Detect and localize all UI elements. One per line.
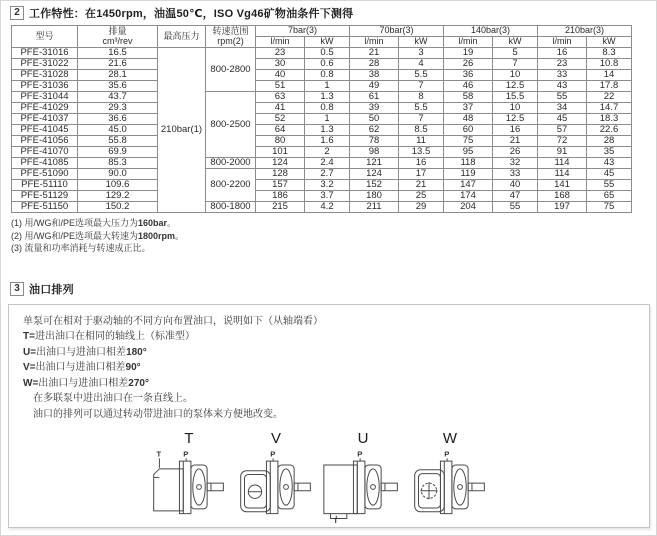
subheader-flow: l/min <box>350 37 399 48</box>
svg-text:P: P <box>357 449 363 459</box>
model-cell: PFE-41085 <box>12 158 78 169</box>
flow-value-cell: 141 <box>538 180 587 191</box>
power-value-cell: 16 <box>493 125 538 136</box>
flow-value-cell: 168 <box>538 191 587 202</box>
power-value-cell: 22.6 <box>587 125 632 136</box>
col-header-70bar: 70bar(3) <box>350 26 444 37</box>
flow-value-cell: 34 <box>538 103 587 114</box>
section3-heading <box>10 281 656 297</box>
power-value-cell: 7 <box>399 81 444 92</box>
power-value-cell: 16 <box>399 158 444 169</box>
pump-drawing-t-icon <box>147 447 231 525</box>
speed-range-cell: 800-2800 <box>206 48 256 92</box>
displacement-cell: 45.0 <box>78 125 158 136</box>
power-value-cell: 1.3 <box>305 125 350 136</box>
flow-value-cell: 19 <box>444 48 493 59</box>
power-value-cell: 2.4 <box>305 158 350 169</box>
port-intro: 单泵可在相对于驱动轴的不同方向布置油口，说明如下（从轴端看） <box>23 315 323 327</box>
power-value-cell: 17 <box>399 169 444 180</box>
flow-value-cell: 152 <box>350 180 399 191</box>
power-value-cell: 26 <box>493 147 538 158</box>
flow-value-cell: 43 <box>538 81 587 92</box>
power-value-cell: 2 <box>305 147 350 158</box>
svg-text:P: P <box>183 449 189 459</box>
flow-value-cell: 128 <box>256 169 305 180</box>
power-value-cell: 15.5 <box>493 92 538 103</box>
port-item-v: V=出油口与进油口相差90° <box>23 362 141 373</box>
model-cell: PFE-31022 <box>12 59 78 70</box>
displacement-cell: 36.6 <box>78 114 158 125</box>
pump-diagram-t <box>147 430 231 525</box>
subheader-power: kW <box>493 37 538 48</box>
model-cell: PFE-51090 <box>12 169 78 180</box>
power-value-cell: 10.8 <box>587 59 632 70</box>
section2-heading <box>10 5 656 21</box>
footnote-2: (2) 用/WG和/PE选项最大转速为1800rpm。 <box>11 230 185 241</box>
model-cell: PFE-41029 <box>12 103 78 114</box>
speed-range-cell: 800-1800 <box>206 202 256 213</box>
flow-value-cell: 57 <box>538 125 587 136</box>
power-value-cell: 65 <box>587 191 632 202</box>
flow-value-cell: 60 <box>444 125 493 136</box>
displacement-cell: 29.3 <box>78 103 158 114</box>
flow-value-cell: 38 <box>350 70 399 81</box>
flow-value-cell: 64 <box>256 125 305 136</box>
power-value-cell: 12.5 <box>493 81 538 92</box>
table-row <box>12 59 632 70</box>
model-cell: PFE-51150 <box>12 202 78 213</box>
flow-value-cell: 211 <box>350 202 399 213</box>
col-header-max-pressure: 最高压力 <box>158 26 206 48</box>
flow-value-cell: 101 <box>256 147 305 158</box>
power-value-cell: 17.8 <box>587 81 632 92</box>
power-value-cell: 5.5 <box>399 103 444 114</box>
flow-value-cell: 46 <box>444 81 493 92</box>
flow-value-cell: 28 <box>350 59 399 70</box>
flow-value-cell: 23 <box>256 48 305 59</box>
section3-number-box: 3 <box>10 282 24 296</box>
flow-value-cell: 80 <box>256 136 305 147</box>
port-arrangement-box <box>8 304 650 528</box>
flow-value-cell: 41 <box>256 103 305 114</box>
power-value-cell: 55 <box>587 180 632 191</box>
power-value-cell: 1.3 <box>305 92 350 103</box>
section2-number-box: 2 <box>10 6 24 20</box>
power-value-cell: 47 <box>493 191 538 202</box>
flow-value-cell: 174 <box>444 191 493 202</box>
diagram-label: U <box>357 430 369 447</box>
flow-value-cell: 40 <box>256 70 305 81</box>
flow-value-cell: 72 <box>538 136 587 147</box>
power-value-cell: 4 <box>399 59 444 70</box>
diagram-label: V <box>270 430 281 447</box>
power-value-cell: 5.5 <box>399 70 444 81</box>
displacement-cell: 85.3 <box>78 158 158 169</box>
power-value-cell: 2.7 <box>305 169 350 180</box>
flow-value-cell: 197 <box>538 202 587 213</box>
power-value-cell: 3.7 <box>305 191 350 202</box>
power-value-cell: 14.7 <box>587 103 632 114</box>
flow-value-cell: 157 <box>256 180 305 191</box>
power-value-cell: 1.6 <box>305 136 350 147</box>
flow-value-cell: 30 <box>256 59 305 70</box>
power-value-cell: 0.8 <box>305 70 350 81</box>
flow-value-cell: 62 <box>350 125 399 136</box>
diagram-label: W <box>442 430 458 447</box>
flow-value-cell: 119 <box>444 169 493 180</box>
flow-value-cell: 118 <box>444 158 493 169</box>
section3-title: 油口排列 <box>29 283 74 296</box>
power-value-cell: 8 <box>399 92 444 103</box>
port-note-2: 油口的排列可以通过转动带进油口的泵体来方便地改变。 <box>33 408 283 420</box>
flow-value-cell: 91 <box>538 147 587 158</box>
pump-drawing-w-icon <box>408 447 492 525</box>
power-value-cell: 22 <box>587 92 632 103</box>
power-value-cell: 28 <box>587 136 632 147</box>
displacement-cell: 21.6 <box>78 59 158 70</box>
displacement-cell: 90.0 <box>78 169 158 180</box>
flow-value-cell: 186 <box>256 191 305 202</box>
flow-value-cell: 78 <box>350 136 399 147</box>
power-value-cell: 8.3 <box>587 48 632 59</box>
flow-value-cell: 114 <box>538 169 587 180</box>
flow-value-cell: 204 <box>444 202 493 213</box>
model-cell: PFE-41045 <box>12 125 78 136</box>
power-value-cell: 75 <box>587 202 632 213</box>
displacement-cell: 150.2 <box>78 202 158 213</box>
power-value-cell: 14 <box>587 70 632 81</box>
table-row <box>12 169 632 180</box>
diagram-label: T <box>184 430 194 447</box>
spec-table <box>11 25 632 213</box>
power-value-cell: 0.5 <box>305 48 350 59</box>
flow-value-cell: 114 <box>538 158 587 169</box>
table-row <box>12 158 632 169</box>
power-value-cell: 32 <box>493 158 538 169</box>
subheader-flow: l/min <box>256 37 305 48</box>
model-cell: PFE-31044 <box>12 92 78 103</box>
flow-value-cell: 52 <box>256 114 305 125</box>
table-row <box>12 114 632 125</box>
col-header-210bar: 210bar(3) <box>538 26 632 37</box>
table-row <box>12 202 632 213</box>
power-value-cell: 1 <box>305 81 350 92</box>
subheader-power: kW <box>399 37 444 48</box>
footnote-1: (1) 用/WG和/PE选项最大压力为160bar。 <box>11 218 177 228</box>
power-value-cell: 11 <box>399 136 444 147</box>
power-value-cell: 7 <box>399 114 444 125</box>
subheader-flow: l/min <box>538 37 587 48</box>
power-value-cell: 4.2 <box>305 202 350 213</box>
power-value-cell: 43 <box>587 158 632 169</box>
flow-value-cell: 124 <box>256 158 305 169</box>
flow-value-cell: 16 <box>538 48 587 59</box>
pump-drawing-u-icon <box>321 447 405 525</box>
max-pressure-cell: 210bar(1) <box>158 48 206 213</box>
model-cell: PFE-51129 <box>12 191 78 202</box>
pump-drawing-v-icon <box>234 447 318 525</box>
svg-text:T: T <box>156 449 162 459</box>
port-item-t: T=进出油口在相同的轴线上（标准型） <box>23 331 195 342</box>
power-value-cell: 1 <box>305 114 350 125</box>
col-header-model: 型号 <box>12 26 78 48</box>
flow-value-cell: 26 <box>444 59 493 70</box>
power-value-cell: 21 <box>493 136 538 147</box>
power-value-cell: 0.6 <box>305 59 350 70</box>
flow-value-cell: 55 <box>538 92 587 103</box>
subheader-power: kW <box>305 37 350 48</box>
power-value-cell: 8.5 <box>399 125 444 136</box>
power-value-cell: 5 <box>493 48 538 59</box>
power-value-cell: 21 <box>399 180 444 191</box>
port-item-u: U=出油口与进油口相差180° <box>23 346 147 358</box>
power-value-cell: 45 <box>587 169 632 180</box>
power-value-cell: 35 <box>587 147 632 158</box>
power-value-cell: 55 <box>493 202 538 213</box>
power-value-cell: 29 <box>399 202 444 213</box>
flow-value-cell: 45 <box>538 114 587 125</box>
port-item-w: W=出油口与进油口相差270° <box>23 377 149 389</box>
power-value-cell: 3.2 <box>305 180 350 191</box>
model-cell: PFE-31036 <box>12 81 78 92</box>
model-cell: PFE-41070 <box>12 147 78 158</box>
power-value-cell: 3 <box>399 48 444 59</box>
model-cell: PFE-51110 <box>12 180 78 191</box>
pump-diagrams <box>147 430 649 525</box>
header-row-1 <box>12 26 632 37</box>
flow-value-cell: 215 <box>256 202 305 213</box>
svg-text:P: P <box>444 449 450 459</box>
flow-value-cell: 75 <box>444 136 493 147</box>
flow-value-cell: 95 <box>444 147 493 158</box>
flow-value-cell: 36 <box>444 70 493 81</box>
flow-value-cell: 23 <box>538 59 587 70</box>
table-row <box>12 92 632 103</box>
port-note-1: 在多联泵中进出油口在一条直线上。 <box>33 393 193 404</box>
subheader-flow: l/min <box>444 37 493 48</box>
table-row <box>12 147 632 158</box>
pump-diagram-v <box>234 430 318 525</box>
flow-value-cell: 37 <box>444 103 493 114</box>
subheader-power: kW <box>587 37 632 48</box>
flow-value-cell: 124 <box>350 169 399 180</box>
displacement-cell: 28.1 <box>78 70 158 81</box>
displacement-cell: 69.9 <box>78 147 158 158</box>
power-value-cell: 13.5 <box>399 147 444 158</box>
table-row <box>12 125 632 136</box>
model-cell: PFE-31016 <box>12 48 78 59</box>
section2-title: 工作特性：在1450rpm，油温50℃，ISO Vg46矿物油条件下测得 <box>29 8 354 20</box>
power-value-cell: 18.3 <box>587 114 632 125</box>
flow-value-cell: 98 <box>350 147 399 158</box>
svg-text:P: P <box>270 449 276 459</box>
power-value-cell: 33 <box>493 169 538 180</box>
flow-value-cell: 58 <box>444 92 493 103</box>
displacement-cell: 55.8 <box>78 136 158 147</box>
flow-value-cell: 21 <box>350 48 399 59</box>
col-header-displacement: 排量 cm³/rev <box>78 26 158 48</box>
flow-value-cell: 121 <box>350 158 399 169</box>
table-row <box>12 81 632 92</box>
power-value-cell: 25 <box>399 191 444 202</box>
displacement-cell: 43.7 <box>78 92 158 103</box>
table-row <box>12 48 632 59</box>
spec-table-body <box>12 48 632 213</box>
displacement-cell: 129.2 <box>78 191 158 202</box>
col-header-7bar: 7bar(3) <box>256 26 350 37</box>
power-value-cell: 40 <box>493 180 538 191</box>
flow-value-cell: 63 <box>256 92 305 103</box>
flow-value-cell: 49 <box>350 81 399 92</box>
speed-range-cell: 800-2500 <box>206 92 256 158</box>
flow-value-cell: 61 <box>350 92 399 103</box>
flow-value-cell: 50 <box>350 114 399 125</box>
model-cell: PFE-41056 <box>12 136 78 147</box>
col-header-140bar: 140bar(3) <box>444 26 538 37</box>
model-cell: PFE-41037 <box>12 114 78 125</box>
table-row <box>12 103 632 114</box>
col-header-speed-range: 转速范围 rpm(2) <box>206 26 256 48</box>
power-value-cell: 10 <box>493 103 538 114</box>
flow-value-cell: 180 <box>350 191 399 202</box>
power-value-cell: 7 <box>493 59 538 70</box>
table-row <box>12 191 632 202</box>
power-value-cell: 10 <box>493 70 538 81</box>
flow-value-cell: 39 <box>350 103 399 114</box>
displacement-cell: 109.6 <box>78 180 158 191</box>
flow-value-cell: 33 <box>538 70 587 81</box>
flow-value-cell: 51 <box>256 81 305 92</box>
power-value-cell: 12.5 <box>493 114 538 125</box>
footnotes <box>11 217 656 255</box>
footnote-3: (3) 流量和功率消耗与转速成正比。 <box>11 243 151 253</box>
speed-range-cell: 800-2200 <box>206 169 256 202</box>
speed-range-cell: 800-2000 <box>206 158 256 169</box>
table-row <box>12 70 632 81</box>
table-row <box>12 180 632 191</box>
displacement-cell: 16.5 <box>78 48 158 59</box>
pump-diagram-u <box>321 430 405 525</box>
svg-text:T: T <box>333 516 339 525</box>
displacement-cell: 35.6 <box>78 81 158 92</box>
model-cell: PFE-31028 <box>12 70 78 81</box>
pump-diagram-w <box>408 430 492 525</box>
power-value-cell: 0.8 <box>305 103 350 114</box>
table-row <box>12 136 632 147</box>
flow-value-cell: 48 <box>444 114 493 125</box>
flow-value-cell: 147 <box>444 180 493 191</box>
